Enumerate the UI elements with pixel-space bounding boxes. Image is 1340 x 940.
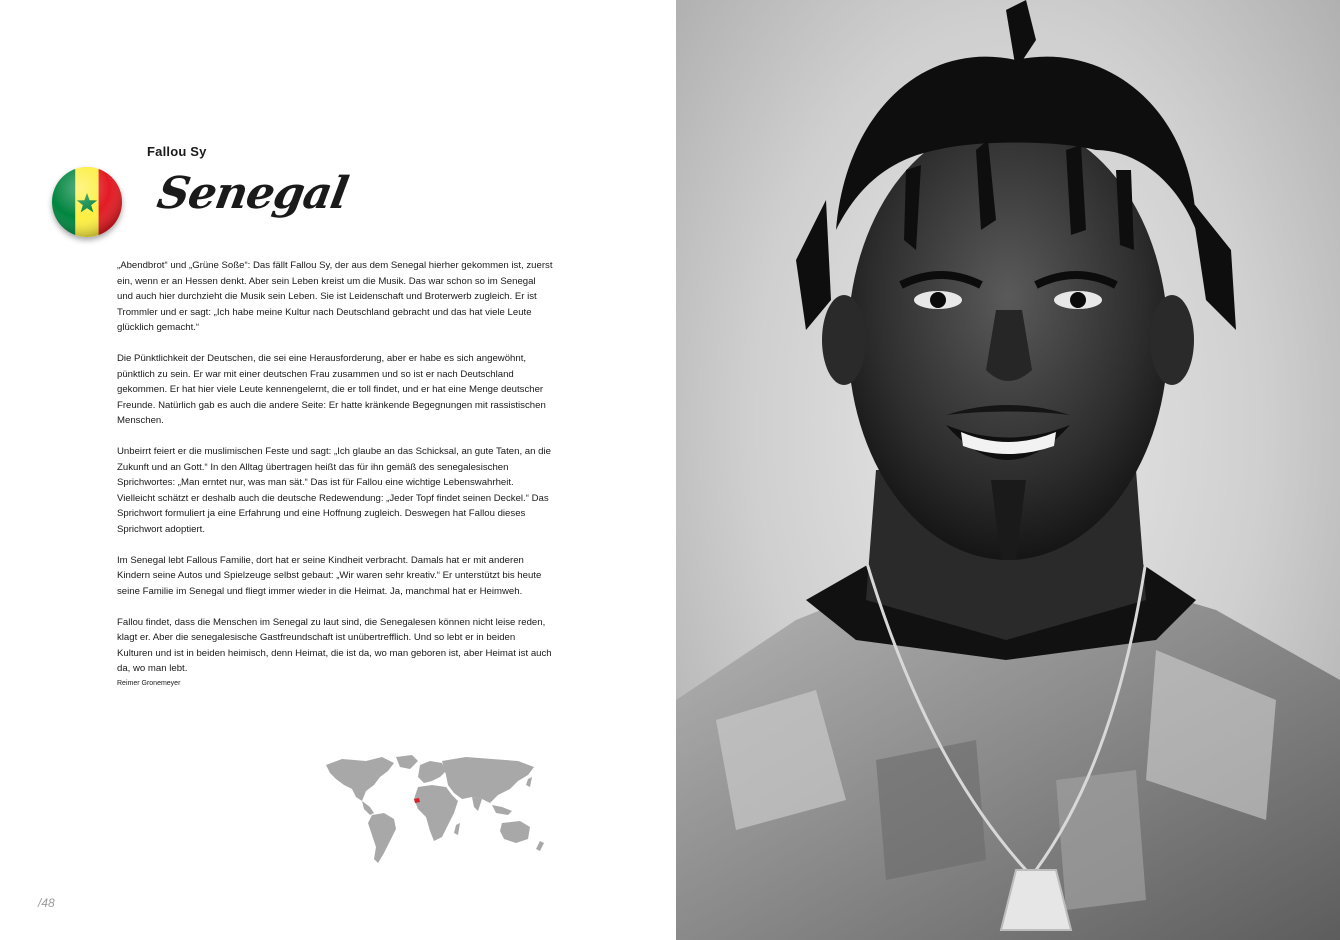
- article-paragraph: „Abendbrot“ und „Grüne Soße“: Das fällt Fallou Sy, der aus dem Senegal hierher gekommen ist, zuerst ein, wenn er an Hessen denkt. Aber sein Leben kreist um die Musik. Das war schon so im Senegal und auch hier durchzieht die Musik sein Leben. Sie ist Leidenschaft und Broterwerb zugleich. Er ist Trommler und er sagt: „Ich habe meine Kultur nach Deutschland gebracht und das hat viele Leute glücklich gemacht.“: [117, 260, 553, 333]
- portrait-photo: [676, 0, 1340, 940]
- article-paragraph: Im Senegal lebt Fallous Familie, dort hat er seine Kindheit verbracht. Damals hat er mit anderen Kindern seine Autos und Spielzeuge selbst gebaut: „Wir waren sehr kreativ.“ Er unterstützt bis heute seine Familie im Senegal und fliegt immer wieder in die Heimat. Ja, manchmal hat er Heimweh.: [117, 554, 542, 597]
- world-map-icon: [322, 755, 548, 867]
- senegal-flag-icon: [52, 167, 122, 237]
- country-title: Senegal: [153, 168, 352, 219]
- article-body: [117, 258, 553, 689]
- person-name: Fallou Sy: [147, 144, 207, 159]
- article-paragraph: Fallou findet, dass die Menschen im Senegal zu laut sind, die Senegalesen können nicht leise reden, klagt er. Aber die senegalesische Gastfreundschaft ist unübertrefflich. Und so lebt er in beiden Kulturen und ist in beiden heimisch, denn Heimat, die ist da, wo man geboren ist, aber Heimat ist auch da, wo man lebt.: [117, 616, 552, 674]
- article-paragraph: Unbeirrt feiert er die muslimischen Feste und sagt: „Ich glaube an das Schicksal, an gute Taten, an die Zukunft und an Gott.“ In den Alltag übertragen heißt das für ihn gemäß des senegalesischen Sprichwortes: „Man erntet nur, was man sät.“ Das ist für Fallou eine wichtige Lebenswahrheit. Vielleicht schätzt er deshalb auch die deutsche Redewendung: „Jeder Topf findet seinen Deckel.“ Das Sprichwort formuliert ja eine Erfahrung und eine Hoffnung zugleich. Deswegen hat Fallou dieses Sprichwort adoptiert.: [117, 446, 551, 535]
- author-credit: Reimer Gronemeyer: [117, 680, 181, 687]
- page-number: /48: [38, 896, 55, 910]
- article-paragraph: Die Pünktlichkeit der Deutschen, die sei eine Herausforderung, aber er habe es sich angewöhnt, pünktlich zu sein. Er war mit einer deutschen Frau zusammen und so ist er nach Deutschland gekommen. Er hat hier viele Leute kennengelernt, die er toll findet, und er hat eine Menge deutscher Freunde. Natürlich gab es auch die andere Seite: Er hatte kränkende Begegnungen mit rassistischen Menschen.: [117, 353, 546, 426]
